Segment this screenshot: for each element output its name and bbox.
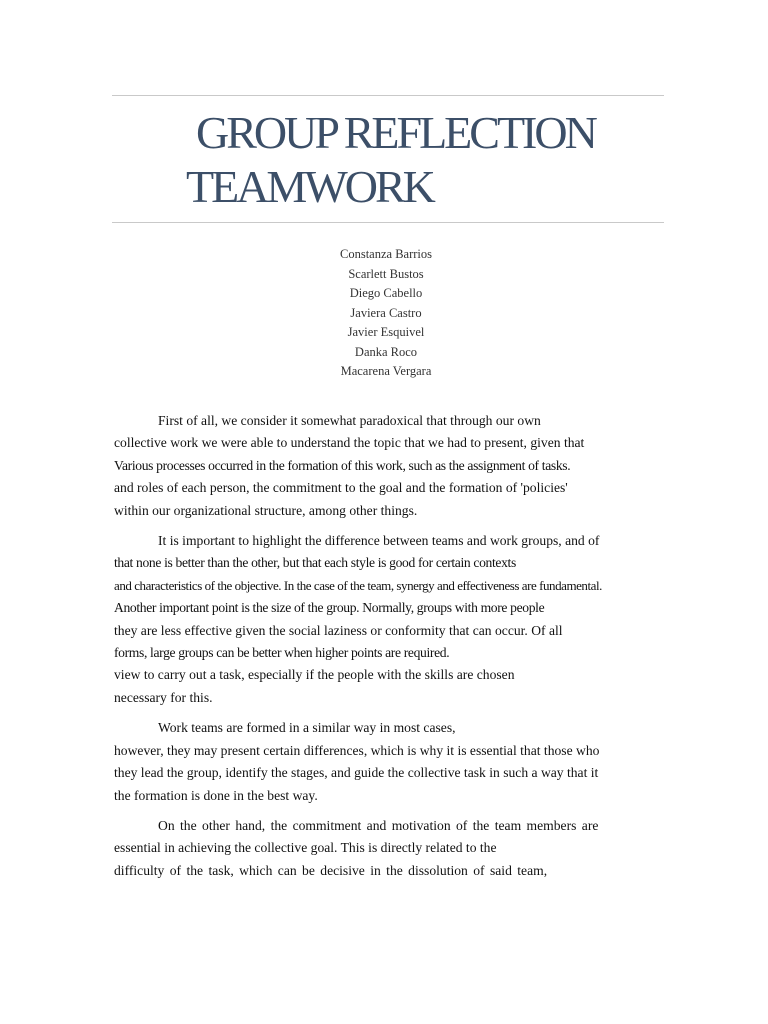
paragraph bbox=[114, 717, 670, 807]
text-line: Various processes occurred in the formation of this work, such as the assignment of tasks. bbox=[114, 457, 571, 473]
text-line: they lead the group, identify the stages, and guide the collective task in such a way that it bbox=[114, 765, 599, 781]
text-line: however, they may present certain differences, which is why it is essential that those who bbox=[114, 742, 600, 758]
author-name: Diego Cabello bbox=[349, 286, 423, 300]
text-line: within our organizational structure, among other things. bbox=[114, 502, 418, 518]
text-line: the formation is done in the best way. bbox=[114, 787, 318, 803]
author-name: Danka Roco bbox=[354, 344, 418, 359]
document-body bbox=[114, 410, 670, 890]
text-line: necessary for this. bbox=[114, 689, 213, 705]
text-line: view to carry out a task, especially if the people with the skills are chosen bbox=[114, 667, 515, 683]
author-name: Javiera Castro bbox=[350, 305, 422, 320]
paragraph bbox=[114, 410, 670, 522]
author-name: Macarena Vergara bbox=[340, 364, 432, 378]
text-line: they are less effective given the social laziness or conformity that can occur. Of all bbox=[114, 622, 563, 638]
top-rule bbox=[112, 95, 664, 96]
text-line: and roles of each person, the commitment to the goal and the formation of 'policies' bbox=[114, 480, 568, 496]
text-line: Work teams are formed in a similar way in most cases, bbox=[158, 720, 456, 736]
bottom-rule bbox=[112, 222, 664, 223]
paragraph bbox=[114, 530, 670, 709]
document-title-line-1: GROUP REFLECTION bbox=[196, 107, 595, 158]
document-title-line-2: TEAMWORK bbox=[186, 161, 433, 212]
text-line: and characteristics of the objective. In the case of the team, synergy and effectiveness are fundamental. bbox=[114, 577, 602, 593]
text-line: Another important point is the size of the group. Normally, groups with more people bbox=[114, 600, 545, 616]
author-name: Constanza Barrios bbox=[340, 247, 432, 261]
text-line: collective work we were able to understand the topic that we had to present, given that bbox=[114, 435, 585, 451]
paragraph bbox=[114, 815, 670, 882]
text-line: On the other hand, the commitment and motivation of the team members are bbox=[158, 817, 599, 833]
text-line: It is important to highlight the difference between teams and work groups, and of bbox=[158, 533, 600, 549]
author-name: Javier Esquivel bbox=[347, 325, 425, 339]
text-line: difficulty of the task, which can be decisive in the dissolution of said team, bbox=[114, 862, 548, 878]
author-list bbox=[286, 245, 486, 382]
text-line: that none is better than the other, but that each style is good for certain contexts bbox=[114, 555, 516, 571]
text-line: essential in achieving the collective goal. This is directly related to the bbox=[114, 840, 497, 856]
text-line: forms, large groups can be better when higher points are required. bbox=[114, 645, 450, 661]
author-name: Scarlett Bustos bbox=[348, 266, 424, 281]
text-line: First of all, we consider it somewhat paradoxical that through our own bbox=[158, 413, 541, 428]
